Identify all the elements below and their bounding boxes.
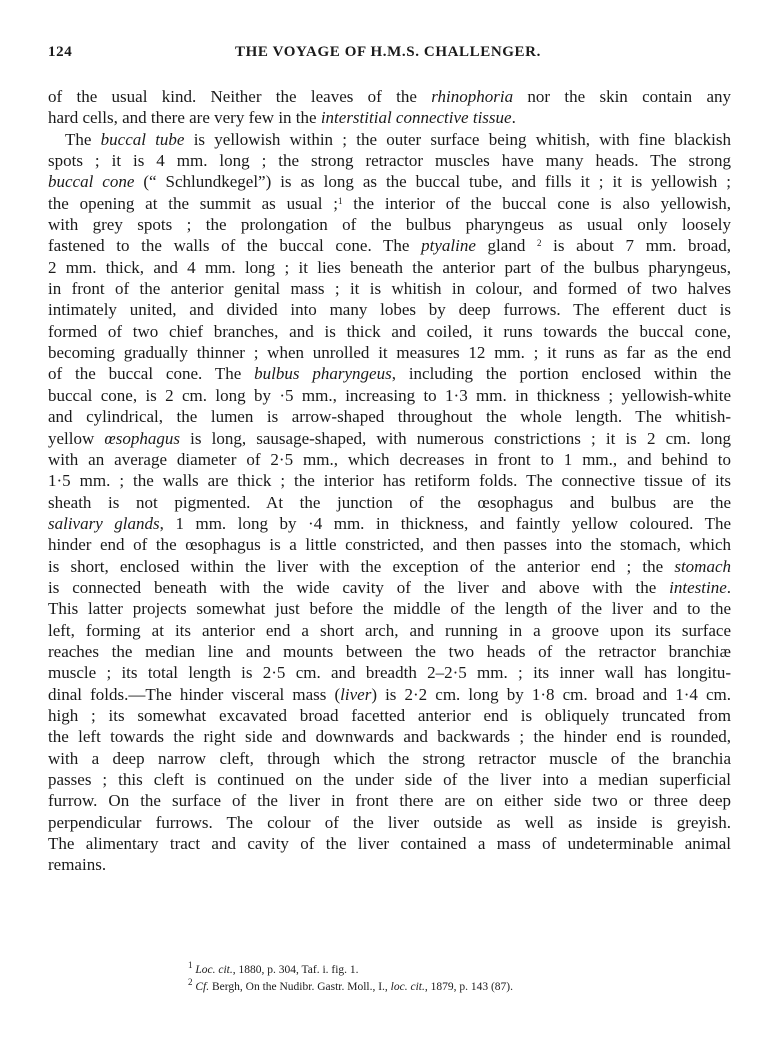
text-run: spots ; it is 4 mm. long ; the strong retractor muscles have many heads. The strong: [48, 151, 731, 171]
text-line: [48, 833, 731, 854]
text-run: furrow. On the surface of the liver in front there are on either side two or three deep: [48, 791, 731, 811]
text-line: [48, 748, 731, 769]
text-run: high ; its somewhat excavated broad facetted anterior end is obliquely truncated from: [48, 705, 731, 725]
text-run: .: [726, 577, 731, 597]
footnote-text: , 1879, p. 143 (87).: [424, 981, 514, 993]
text-run: intimately united, and divided into many lobes by deep furrows. The efferent duct is: [48, 300, 731, 320]
text-line: [48, 171, 731, 192]
text-run: is short, enclosed within the liver with the exception of the anterior end ; the: [48, 556, 675, 576]
text-line: [48, 790, 731, 811]
text-line: [48, 342, 731, 363]
text-line: [48, 684, 731, 705]
italic-term: liver: [340, 684, 372, 704]
text-run: nor the skin contain any: [513, 87, 731, 106]
text-run: , including the portion enclosed within the: [391, 364, 731, 384]
footnote: [188, 962, 688, 979]
text-line: [48, 428, 731, 449]
text-line: [48, 598, 731, 619]
text-run: with grey spots ; the prolongation of the bulbus pharyngeus as usual only loosely: [48, 215, 731, 235]
footnote-ref: 1: [337, 195, 343, 206]
text-run: fastened to the walls of the buccal cone. The: [48, 236, 422, 256]
text-line: [48, 214, 731, 235]
text-line: [48, 577, 731, 598]
text-line: [48, 470, 731, 491]
italic-term: buccal cone: [48, 172, 135, 192]
text-line: [48, 278, 731, 299]
text-run: The alimentary tract and cavity of the liver contained a mass of undeterminable animal: [48, 834, 731, 854]
text-run: is yellowish within ; the outer surface being whitish, with fine blackish: [184, 129, 731, 149]
text-line: [48, 235, 731, 256]
footnote: [188, 979, 688, 996]
text-line: [48, 556, 731, 577]
text-line: [48, 193, 731, 214]
text-run: 1·5 mm. ; the walls are thick ; the interior has retiform folds. The connective tissue of its: [48, 471, 731, 491]
page-header: [48, 44, 728, 66]
text-line: [48, 385, 731, 406]
text-run: of the usual kind. Neither the leaves of the: [48, 87, 432, 106]
text-line: [48, 513, 731, 534]
text-line: [48, 150, 731, 171]
footnotes: [188, 962, 688, 996]
text-line: [48, 406, 731, 427]
citation-italic: Loc. cit.: [195, 964, 233, 976]
italic-term: interstitial connective tissue: [320, 108, 512, 128]
text-run: (“ Schlundkegel”) is as long as the buccal tube, and fills it ; it is yellowish ;: [134, 172, 731, 192]
italic-term: œsophagus: [104, 428, 180, 448]
text-run: passes ; this cleft is continued on the under side of the liver into a median superficial: [48, 770, 731, 789]
text-line: [48, 86, 731, 107]
text-run: the interior of the buccal cone is also yellowish,: [342, 193, 731, 213]
italic-term: rhinophoria: [431, 87, 514, 106]
footnote-mark: 2: [188, 977, 193, 987]
text-line: [48, 257, 731, 278]
text-run: reaches the median line and mounts between the two heads of the retractor branchiæ: [48, 641, 731, 661]
text-run: with an average diameter of 2·5 mm., which decreases in front to 1 mm., and behind to: [48, 449, 731, 469]
italic-term: ptyaline: [421, 236, 476, 256]
footnote-text: , 1880, p. 304, Taf. i. fig. 1.: [232, 964, 359, 976]
text-line: [48, 662, 731, 683]
italic-term: bulbus pharyngeus: [254, 364, 392, 384]
text-run: hinder end of the œsophagus is a little constricted, and then passes into the stomach, which: [48, 535, 731, 555]
text-line: [48, 641, 731, 662]
text-run: The: [65, 129, 101, 149]
text-run: gland: [475, 236, 537, 256]
text-line: [48, 363, 731, 384]
text-run: the opening at the summit as usual ;: [48, 193, 338, 213]
text-line: [48, 129, 731, 150]
text-line: [48, 812, 731, 833]
text-run: of the buccal cone. The: [48, 364, 255, 384]
italic-term: stomach: [674, 556, 731, 576]
text-run: dinal folds.—The hinder visceral mass (: [48, 684, 341, 704]
text-run: in front of the anterior genital mass ; it is whitish in colour, and formed of two halves: [48, 279, 731, 299]
text-run: This latter projects somewhat just before the middle of the length of the liver and to the: [48, 599, 731, 619]
italic-term: salivary glands: [48, 513, 160, 533]
text-line: [48, 492, 731, 513]
text-run: , 1 mm. long by ·4 mm. in thickness, and faintly yellow coloured. The: [159, 513, 731, 533]
footnote-text: Bergh, On the Nudibr. Gastr. Moll., I.,: [209, 981, 391, 993]
text-run: is connected beneath with the wide cavity of the liver and above with the: [48, 577, 670, 597]
running-head: THE VOYAGE OF H.M.S. CHALLENGER.: [235, 44, 541, 60]
text-run: 2 mm. thick, and 4 mm. long ; it lies beneath the anterior part of the bulbus pharyngeus,: [48, 257, 731, 277]
citation-italic: Cf.: [195, 981, 210, 993]
text-run: left, forming at its anterior end a short arch, and running in a groove upon its surface: [48, 620, 731, 640]
text-run: muscle ; its total length is 2·5 cm. and breadth 2–2·5 mm. ; its inner wall has longitu-: [48, 663, 731, 683]
text-line: [48, 726, 731, 747]
text-run: .: [511, 108, 516, 128]
text-line: [48, 299, 731, 320]
text-line: [48, 854, 731, 875]
text-line: [48, 107, 731, 128]
page-number: 124: [48, 44, 73, 60]
text-run: ) is 2·2 cm. long by 1·8 cm. broad and 1·4 cm.: [371, 684, 731, 704]
citation-italic: loc. cit.: [390, 981, 425, 993]
footnote-mark: 1: [188, 960, 193, 970]
text-line: [48, 449, 731, 470]
text-run: perpendicular furrows. The colour of the liver outside as well as inside is greyish.: [48, 812, 731, 832]
text-run: yellow: [48, 428, 105, 448]
text-run: hard cells, and there are very few in the: [48, 108, 321, 128]
footnote-ref: 2: [536, 238, 542, 249]
text-run: is about 7 mm. broad,: [541, 236, 731, 256]
text-run: and cylindrical, the lumen is arrow-shaped throughout the whole length. The whitish-: [48, 407, 731, 427]
text-line: [48, 620, 731, 641]
text-run: remains.: [48, 855, 107, 875]
text-run: buccal cone, is 2 cm. long by ·5 mm., increasing to 1·3 mm. in thickness ; yellowish-white: [48, 385, 731, 405]
text-run: is long, sausage-shaped, with numerous constrictions ; it is 2 cm. long: [180, 428, 731, 448]
text-run: formed of two chief branches, and is thick and coiled, it runs towards the buccal cone,: [48, 321, 731, 341]
italic-term: buccal tube: [100, 129, 185, 149]
text-run: with a deep narrow cleft, through which the strong retractor muscle of the branchia: [48, 748, 731, 768]
text-line: [48, 534, 731, 555]
text-line: [48, 321, 731, 342]
text-run: the left towards the right side and downwards and backwards ; the hinder end is rounded,: [48, 727, 731, 747]
text-line: [48, 705, 731, 726]
body-text: [48, 86, 731, 876]
italic-term: intestine: [669, 577, 727, 597]
text-run: sheath is not pigmented. At the junction of the œsophagus and bulbus are the: [48, 492, 731, 512]
text-run: becoming gradually thinner ; when unrolled it measures 12 mm. ; it runs as far as the end: [48, 343, 731, 363]
text-line: [48, 769, 731, 790]
